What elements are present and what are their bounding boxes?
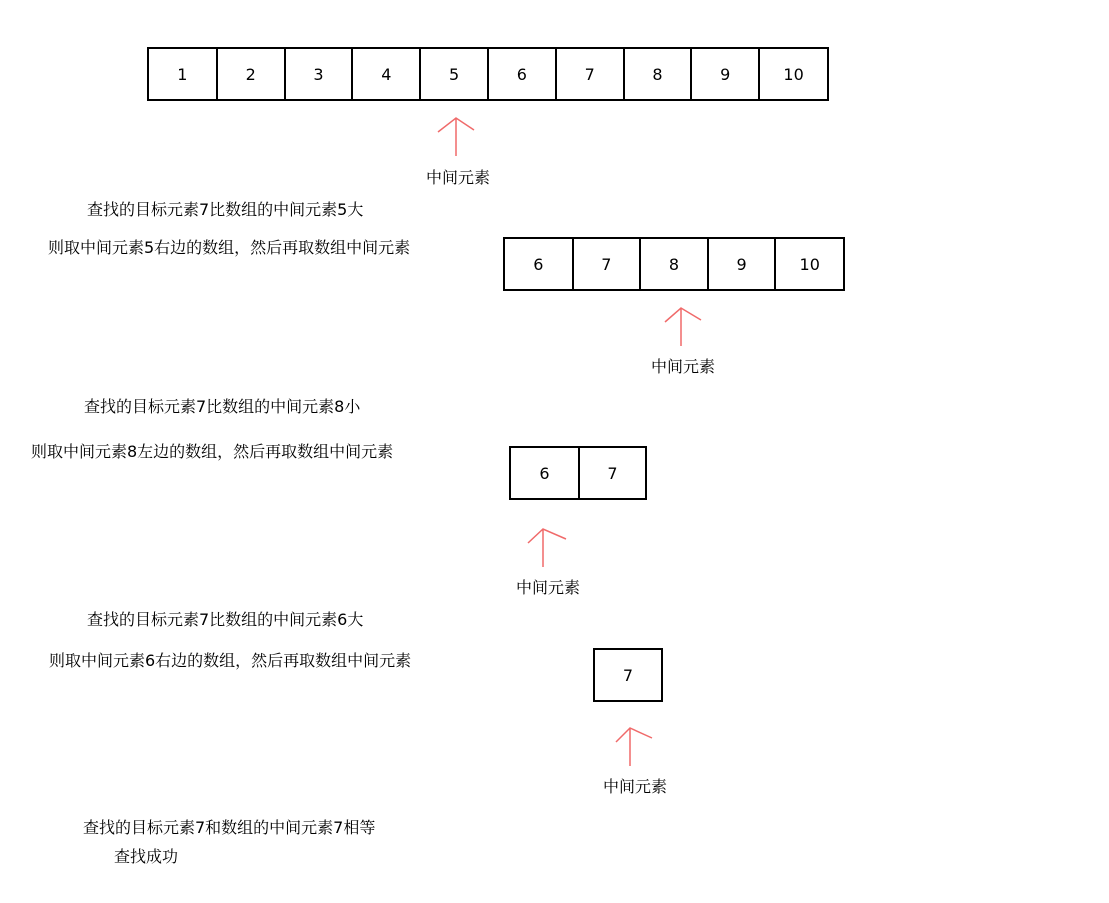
action-text: 则取中间元素8左边的数组，然后再取数组中间元素 xyxy=(31,442,394,461)
array-cell: 7 xyxy=(557,49,625,99)
result-text: 查找成功 xyxy=(114,847,179,866)
array-step-1 xyxy=(147,47,829,101)
array-cell: 9 xyxy=(692,49,760,99)
compare-text: 查找的目标元素7和数组的中间元素7相等 xyxy=(83,818,376,837)
middle-element-label: 中间元素 xyxy=(603,777,668,796)
array-cell: 1 xyxy=(149,49,218,99)
array-cell: 4 xyxy=(353,49,421,99)
array-cell: 8 xyxy=(625,49,693,99)
array-cell: 3 xyxy=(286,49,354,99)
middle-element-label: 中间元素 xyxy=(651,357,716,376)
array-step-2 xyxy=(503,237,845,291)
array-cell: 7 xyxy=(607,463,618,483)
array-cell: 5 xyxy=(421,49,489,99)
compare-text: 查找的目标元素7比数组的中间元素5大 xyxy=(87,200,364,219)
array-cell: 10 xyxy=(799,254,820,274)
array-cell: 7 xyxy=(574,239,642,289)
middle-element-label: 中间元素 xyxy=(516,578,581,597)
array-cell: 7 xyxy=(622,665,634,685)
array-cell: 8 xyxy=(641,239,709,289)
array-step-3 xyxy=(509,446,647,500)
array-cell: 6 xyxy=(505,239,574,289)
array-step-4 xyxy=(593,648,663,702)
array-cell: 6 xyxy=(511,448,580,498)
up-arrow-icon xyxy=(612,722,662,768)
compare-text: 查找的目标元素7比数组的中间元素8小 xyxy=(84,397,361,416)
up-arrow-icon xyxy=(661,302,711,348)
array-cell: 9 xyxy=(709,239,777,289)
up-arrow-icon xyxy=(434,112,484,158)
compare-text: 查找的目标元素7比数组的中间元素6大 xyxy=(87,610,364,629)
array-cell: 6 xyxy=(489,49,557,99)
action-text: 则取中间元素5右边的数组，然后再取数组中间元素 xyxy=(48,238,411,257)
up-arrow-icon xyxy=(524,523,574,569)
action-text: 则取中间元素6右边的数组，然后再取数组中间元素 xyxy=(49,651,412,670)
middle-element-label: 中间元素 xyxy=(426,168,491,187)
array-cell: 10 xyxy=(783,64,804,84)
array-cell: 2 xyxy=(218,49,286,99)
